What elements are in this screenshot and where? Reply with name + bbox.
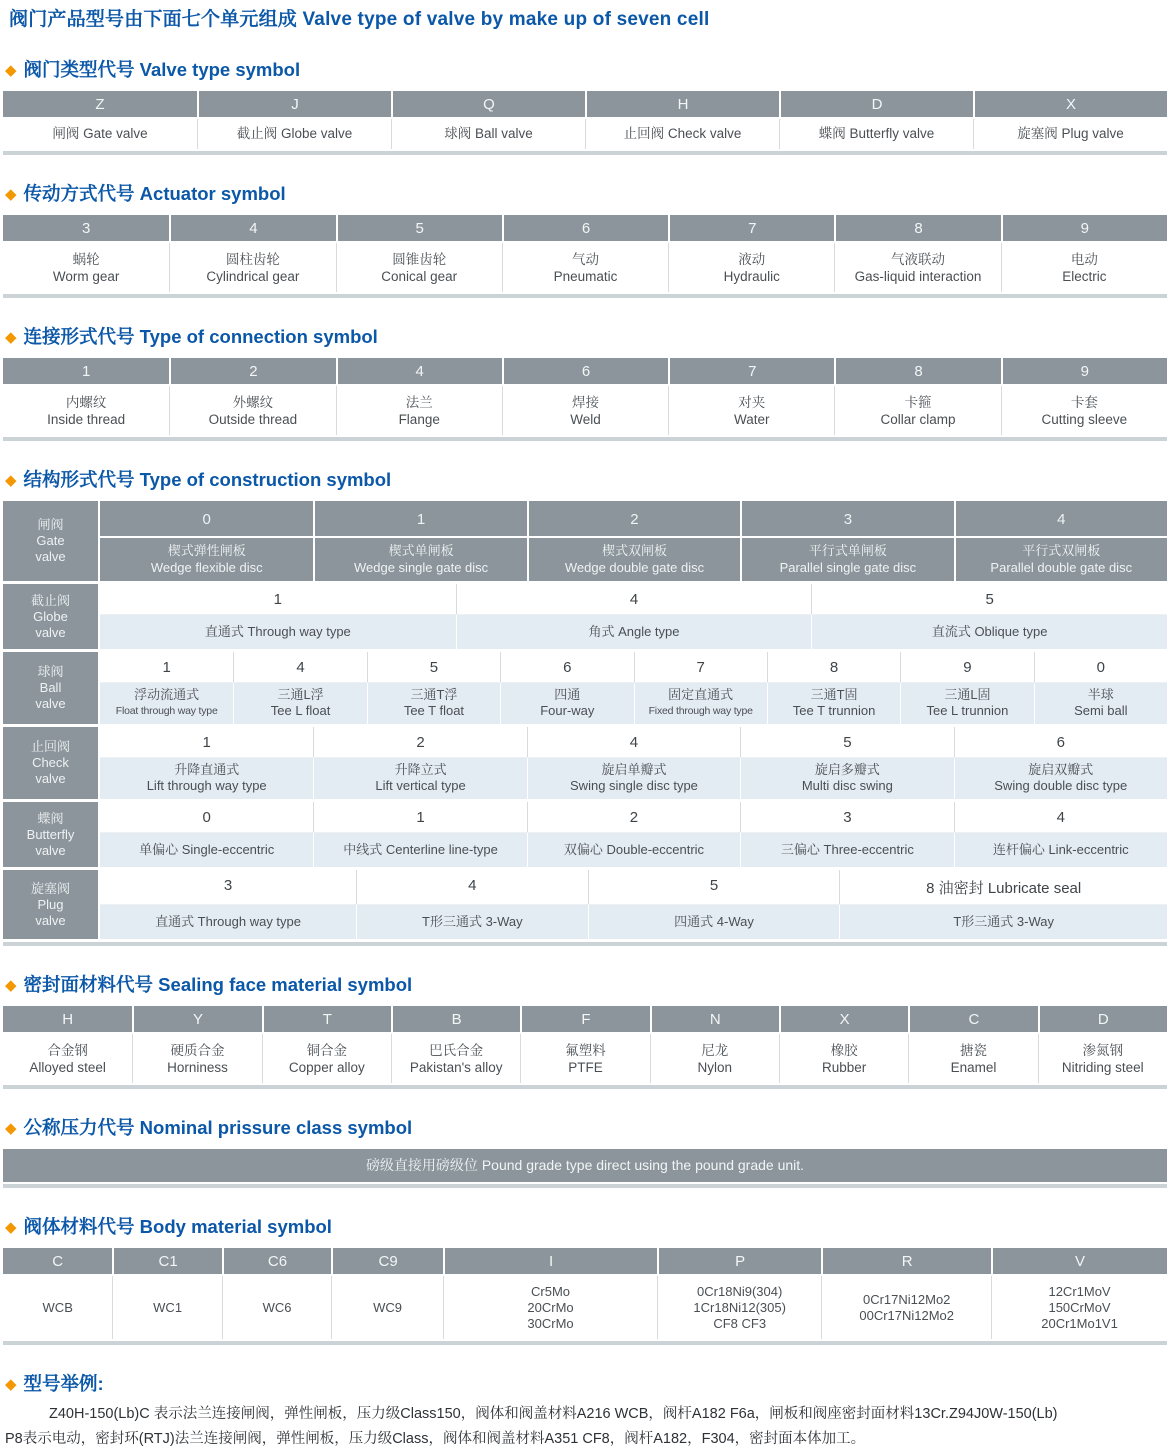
construction-desc-cell: 浮动流通式 Float through way type [100, 683, 233, 724]
code-header-cell: 7 [668, 358, 834, 384]
construction-code-cell: 4 [356, 870, 588, 904]
value-cell: 截止阀 Globe valve [197, 119, 391, 149]
construction-row-label: 闸阀 Gate valve [3, 501, 98, 581]
construction-desc-cell: 楔式双闸板 Wedge double gate disc [527, 538, 740, 581]
value-cell: 对夹 Water [668, 386, 834, 435]
construction-row-ball-valve [3, 652, 1167, 724]
code-header-row [3, 91, 1167, 117]
construction-code-cell: 8 [767, 652, 900, 682]
section-header-example [5, 1370, 1165, 1396]
section-title: 公称压力代号 Nominal prissure class symbol [23, 1117, 413, 1138]
construction-desc-cell: 旋启单瓣式 Swing single disc type [527, 758, 740, 799]
section-header-connection [5, 323, 1165, 349]
value-cell: 0Cr18Ni9(304) 1Cr18Ni12(305) CF8 CF3 [657, 1276, 821, 1339]
construction-code-cell: 0 [100, 802, 313, 832]
construction-code-cell: 4 [233, 652, 366, 682]
code-header-cell: F [520, 1006, 649, 1032]
diamond-icon: ◆ [5, 976, 17, 994]
value-cell: 球阀 Ball valve [391, 119, 585, 149]
construction-desc-cell: 三通L固 Tee L trunnion [900, 683, 1033, 724]
value-cell: 尼龙 Nylon [650, 1034, 779, 1083]
construction-desc-cell: 角式 Angle type [456, 615, 812, 649]
value-cell: 渗氮钢 Nitriding steel [1038, 1034, 1167, 1083]
section-title: 密封面材料代号 Sealing face material symbol [23, 974, 413, 995]
value-cell: 电动 Electric [1001, 243, 1167, 292]
value-cell: WC9 [331, 1276, 443, 1339]
value-cell: 内螺纹 Inside thread [47, 394, 126, 427]
value-cell: 橡胶 Rubber [779, 1034, 908, 1083]
construction-code-row [100, 584, 1167, 614]
section-header-construction [5, 466, 1165, 492]
construction-row-label: 球阀 Ball valve [3, 652, 98, 724]
value-cell: 圆锥齿轮 Conical gear [336, 243, 502, 292]
code-header-cell: Y [132, 1006, 261, 1032]
value-cell: 外螺纹 Outside thread [169, 386, 335, 435]
pressure-note: 磅级直接用磅级位 Pound grade type direct using the pound grade unit. [3, 1149, 1167, 1182]
construction-code-cell: 4 [954, 802, 1167, 832]
value-cell: 搪瓷 Enamel [908, 1034, 1037, 1083]
diamond-icon: ◆ [5, 185, 17, 203]
value-row [3, 1274, 1167, 1339]
code-header-row [3, 215, 1167, 241]
value-row [3, 117, 1167, 149]
construction-row-plug-valve [3, 870, 1167, 939]
code-header-cell: H [62, 1011, 74, 1028]
construction-desc-row [100, 757, 1167, 799]
example-line-1: Z40H-150(Lb)C 表示法兰连接闸阀，弹性闸板，压力级Class150，阀体和阀盖材料A216 WCB，阀杆A182 F6a，闸板和阀座密封面材料13Cr.Z94J0W-150(Lb) [49, 1406, 1058, 1422]
value-cell: WC6 [222, 1276, 331, 1339]
construction-code-cell: 9 [900, 652, 1033, 682]
diamond-icon: ◆ [5, 328, 17, 346]
construction-code-cell: 1 [313, 802, 526, 832]
construction-row-body [98, 584, 1167, 649]
construction-desc-cell: 旋启双瓣式 Swing double disc type [954, 758, 1167, 799]
value-row [3, 384, 1167, 435]
construction-desc-cell: 平行式双闸板 Parallel double gate disc [954, 538, 1167, 581]
construction-desc-cell: 四通式 4-Way [588, 905, 840, 939]
valve-type-table [3, 91, 1167, 155]
value-cell: 合金钢 Alloyed steel [29, 1042, 106, 1075]
diamond-icon: ◆ [5, 471, 17, 489]
code-header-cell: P [657, 1248, 821, 1274]
construction-table [3, 501, 1167, 946]
construction-row-body [98, 802, 1167, 867]
construction-row-check-valve [3, 727, 1167, 799]
construction-desc-cell: T形三通式 3-Way [356, 905, 588, 939]
sealing-table [3, 1006, 1167, 1089]
construction-code-cell: 5 [588, 870, 840, 904]
code-header-cell: C9 [331, 1248, 443, 1274]
construction-code-cell: 1 [100, 584, 456, 614]
value-cell: 旋塞阀 Plug valve [973, 119, 1167, 149]
diamond-icon: ◆ [5, 1218, 17, 1236]
construction-code-cell: 0 [100, 501, 313, 536]
section-title: 结构形式代号 Type of construction symbol [23, 469, 392, 490]
code-header-cell: 9 [1001, 358, 1167, 384]
code-header-cell: X [779, 1006, 908, 1032]
body-material-table [3, 1248, 1167, 1345]
section-header-actuator [5, 180, 1165, 206]
construction-desc-cell: 中线式 Centerline line-type [313, 833, 526, 867]
construction-code-cell: 4 [954, 501, 1167, 536]
construction-code-cell: 0 [1034, 652, 1167, 682]
value-cell: 卡套 Cutting sleeve [1001, 386, 1167, 435]
section-title: 阀门类型代号 Valve type symbol [23, 59, 301, 80]
actuator-table [3, 215, 1167, 298]
construction-row-gate-valve [3, 501, 1167, 581]
construction-code-cell: 1 [100, 652, 233, 682]
code-header-cell: 4 [169, 215, 335, 241]
construction-code-cell: 1 [313, 501, 526, 536]
value-cell: 巴氏合金 Pakistan's alloy [391, 1034, 520, 1083]
construction-code-cell: 2 [313, 727, 526, 757]
section-header-pressure [5, 1114, 1165, 1140]
construction-desc-cell: 直通式 Through way type [100, 905, 356, 939]
code-header-cell: 1 [81, 363, 91, 380]
construction-code-cell: 4 [456, 584, 812, 614]
code-header-cell: Q [391, 91, 585, 117]
value-row [3, 1032, 1167, 1083]
construction-desc-row [100, 614, 1167, 649]
construction-code-cell: 6 [500, 652, 633, 682]
construction-desc-cell: 升降直通式 Lift through way type [100, 758, 313, 799]
code-header-cell: N [650, 1006, 779, 1032]
example-line-2: P8表示电动，密封环(RTJ)法兰连接闸阀，弹性闸板，压力级Class，阀体和阀盖材料A351 CF8，阀杆A182，F304，密封面本体加工。 [5, 1431, 866, 1447]
diamond-icon: ◆ [5, 1119, 17, 1137]
value-cell: 氟塑料 PTFE [520, 1034, 649, 1083]
code-header-cell: C6 [222, 1248, 331, 1274]
value-cell: 硬质合金 Horniness [132, 1034, 261, 1083]
value-cell: 气动 Pneumatic [502, 243, 668, 292]
code-header-cell: 3 [81, 220, 91, 237]
code-header-cell: 2 [169, 358, 335, 384]
value-cell: 蝶阀 Butterfly valve [779, 119, 973, 149]
code-header-cell: 8 [834, 358, 1000, 384]
construction-desc-cell: 楔式单闸板 Wedge single gate disc [313, 538, 526, 581]
example-paragraph [5, 1402, 1165, 1452]
construction-row-label: 截止阀 Globe valve [3, 584, 98, 649]
construction-desc-cell: 固定直通式 Fixed through way type [634, 683, 767, 724]
construction-desc-cell: 三通L浮 Tee L float [233, 683, 366, 724]
code-header-cell: V [991, 1248, 1167, 1274]
code-header-cell: 4 [336, 358, 502, 384]
code-header-cell: B [391, 1006, 520, 1032]
construction-code-cell: 2 [527, 802, 740, 832]
construction-desc-cell: T形三通式 3-Way [839, 905, 1167, 939]
code-header-cell: Z [95, 96, 105, 113]
construction-desc-cell: 连杆偏心 Link-eccentric [954, 833, 1167, 867]
construction-desc-row [100, 904, 1167, 939]
construction-code-cell: 5 [811, 584, 1167, 614]
section-title: 传动方式代号 Actuator symbol [23, 183, 286, 204]
value-cell: WC1 [112, 1276, 221, 1339]
value-cell: 铜合金 Copper alloy [262, 1034, 391, 1083]
construction-desc-cell: 三通T浮 Tee T float [367, 683, 500, 724]
construction-row-body [98, 727, 1167, 799]
connection-table [3, 358, 1167, 441]
construction-code-cell: 2 [527, 501, 740, 536]
construction-desc-cell: 直通式 Through way type [100, 615, 456, 649]
construction-desc-cell: 四通 Four-way [500, 683, 633, 724]
value-cell: 法兰 Flange [336, 386, 502, 435]
value-cell: 12Cr1MoV 150CrMoV 20Cr1Mo1V1 [991, 1276, 1167, 1339]
section-title: 型号举例: [23, 1373, 104, 1394]
code-header-cell: J [197, 91, 391, 117]
construction-desc-cell: 直流式 Oblique type [811, 615, 1167, 649]
code-header-cell: 6 [502, 215, 668, 241]
construction-code-cell: 4 [527, 727, 740, 757]
construction-desc-cell: 楔式弹性闸板 Wedge flexible disc [100, 538, 313, 581]
construction-desc-cell: 半球 Semi ball [1034, 683, 1167, 724]
construction-code-cell: 5 [367, 652, 500, 682]
section-title: 连接形式代号 Type of connection symbol [23, 326, 378, 347]
construction-row-label: 蝶阀 Butterfly valve [3, 802, 98, 867]
construction-code-row [100, 802, 1167, 832]
construction-desc-cell: 单偏心 Single-eccentric [100, 833, 313, 867]
construction-code-cell: 5 [740, 727, 953, 757]
construction-row-body [98, 501, 1167, 581]
construction-desc-cell: 三通T固 Tee T trunnion [767, 683, 900, 724]
code-header-cell: R [821, 1248, 991, 1274]
construction-code-row [100, 652, 1167, 682]
code-header-cell: 8 [834, 215, 1000, 241]
construction-row-body [98, 870, 1167, 939]
construction-row-label: 止回阀 Check valve [3, 727, 98, 799]
diamond-icon: ◆ [5, 1375, 17, 1393]
construction-code-row [100, 727, 1167, 757]
code-header-cell: 9 [1001, 215, 1167, 241]
construction-row-globe-valve [3, 584, 1167, 649]
construction-desc-row [100, 682, 1167, 724]
construction-desc-cell: 升降立式 Lift vertical type [313, 758, 526, 799]
value-cell: 气液联动 Gas-liquid interaction [834, 243, 1000, 292]
code-header-cell: C1 [112, 1248, 221, 1274]
code-header-cell: T [262, 1006, 391, 1032]
code-header-cell: D [1038, 1006, 1167, 1032]
page-title: 阀门产品型号由下面七个单元组成 Valve type of valve by make up of seven cell [9, 9, 710, 30]
code-header-row [3, 358, 1167, 384]
code-header-row [3, 1248, 1167, 1274]
construction-row-butterfly-valve [3, 802, 1167, 867]
value-cell: 卡箍 Collar clamp [834, 386, 1000, 435]
construction-code-cell: 1 [100, 727, 313, 757]
code-header-cell: H [585, 91, 779, 117]
construction-desc-cell: 旋启多瓣式 Multi disc swing [740, 758, 953, 799]
value-cell: 圆柱齿轮 Cylindrical gear [169, 243, 335, 292]
pressure-note-bar-wrap [3, 1149, 1167, 1188]
code-header-cell: C [908, 1006, 1037, 1032]
diamond-icon: ◆ [5, 61, 17, 79]
construction-desc-row [100, 536, 1167, 581]
section-title: 阀体材料代号 Body material symbol [23, 1216, 332, 1237]
code-header-row [3, 1006, 1167, 1032]
value-cell: 闸阀 Gate valve [52, 126, 148, 141]
value-cell: Cr5Mo 20CrMo 30CrMo [443, 1276, 657, 1339]
construction-desc-cell: 平行式单闸板 Parallel single gate disc [740, 538, 953, 581]
value-cell: 止回阀 Check valve [585, 119, 779, 149]
value-cell: 0Cr17Ni12Mo2 00Cr17Ni12Mo2 [821, 1276, 991, 1339]
code-header-cell: 5 [336, 215, 502, 241]
code-header-cell: X [973, 91, 1167, 117]
construction-desc-row [100, 832, 1167, 867]
construction-code-cell: 7 [634, 652, 767, 682]
section-header-valve-type [5, 56, 1165, 82]
value-cell: 焊接 Weld [502, 386, 668, 435]
code-header-cell: D [779, 91, 973, 117]
value-cell: 液动 Hydraulic [668, 243, 834, 292]
value-cell: 蜗轮 Worm gear [52, 251, 120, 284]
value-row [3, 241, 1167, 292]
value-cell: WCB [42, 1299, 73, 1315]
code-header-cell: 7 [668, 215, 834, 241]
construction-code-cell: 3 [100, 870, 356, 904]
construction-code-row [100, 870, 1167, 904]
construction-desc-cell: 双偏心 Double-eccentric [527, 833, 740, 867]
construction-desc-cell: 三偏心 Three-eccentric [740, 833, 953, 867]
code-header-cell: 6 [502, 358, 668, 384]
construction-code-cell: 3 [740, 501, 953, 536]
construction-row-body [98, 652, 1167, 724]
construction-code-cell: 8 油密封 Lubricate seal [839, 870, 1167, 904]
construction-code-cell: 3 [740, 802, 953, 832]
construction-row-label: 旋塞阀 Plug valve [3, 870, 98, 939]
construction-code-cell: 6 [954, 727, 1167, 757]
section-header-body-material [5, 1213, 1165, 1239]
code-header-cell: C [52, 1253, 64, 1270]
section-header-sealing [5, 971, 1165, 997]
code-header-cell: I [443, 1248, 657, 1274]
construction-code-row [100, 501, 1167, 536]
